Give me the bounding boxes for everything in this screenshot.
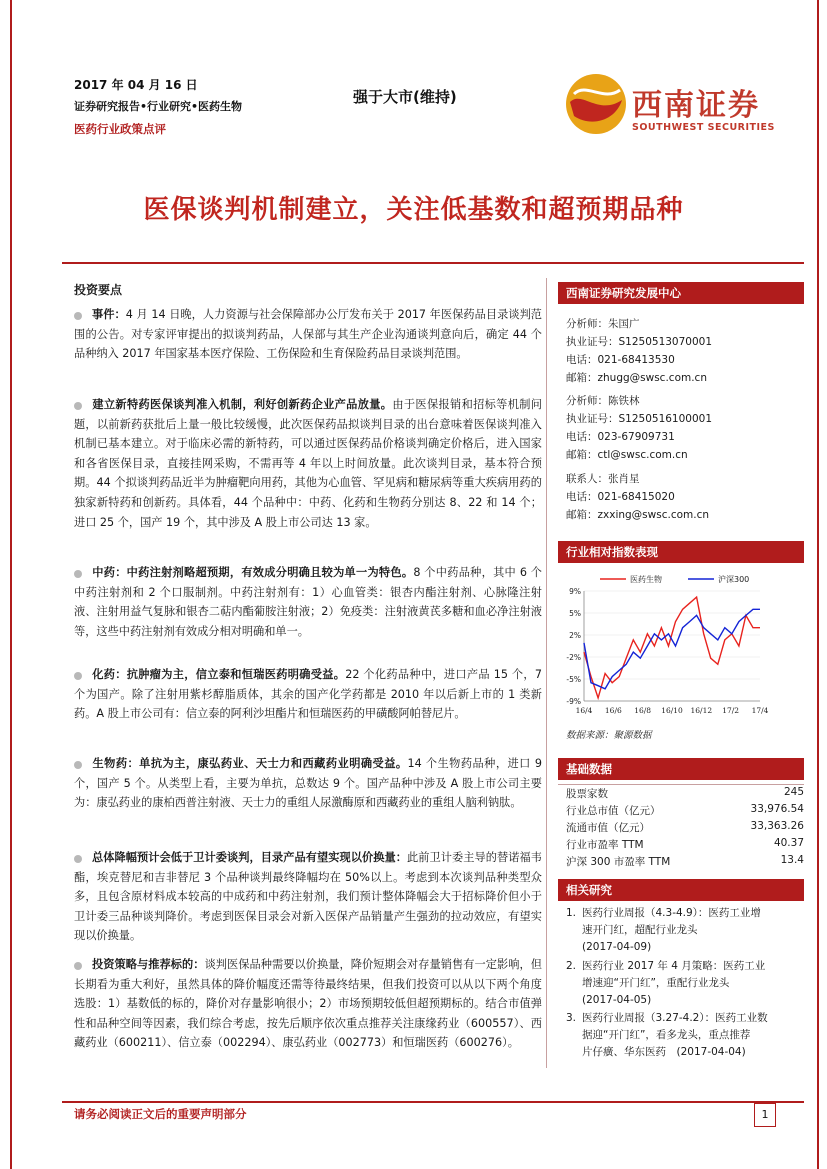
chart-series-line-hs300 xyxy=(584,609,760,689)
title-divider xyxy=(62,262,804,264)
paragraph-strategy: 投资策略与推荐标的：谈判医保品种需要以价换量，降价短期会对存量销售有一定影响，但长期看为重大利好，虽然具体的降价幅度还需等待最终结果，但我们投资可以从以下两个角度选股：1）基数低的标的，降价对存量影响很小；2）市场预期较低但超预期标的。结合市值弹性和品种空间等因素，我们综合考虑，按先后顺序依次重点推荐关注康缘药业（600557）、西藏药业（600211）、信立泰（002294）、康弘药业（002773）和恒瑞医药（600276）。 xyxy=(74,958,542,1050)
related-research-title: 相关研究 xyxy=(558,879,804,901)
paragraph-chemical: 化药：抗肿瘤为主，信立泰和恒瑞医药明确受益。22 个化药品种中，进口产品 15 个，7 个为国产。除了注射用紫杉醇脂质体，其余的国产化学药都是 2010 年以后新上市的 1 类新药。A 股上市公司有：信立泰的阿利沙坦酯片和恒瑞医药的甲磺酸阿帕替尼片。 xyxy=(74,668,542,721)
contact-phone: 电话：021-68415020 xyxy=(566,491,675,503)
chart-y-tick-label: 9% xyxy=(569,587,581,596)
analyst-2-phone: 电话：023-67909731 xyxy=(566,431,675,443)
paragraph-biologics: 生物药：单抗为主，康弘药业、天士力和西藏药业明确受益。14 个生物药品种，进口 9 个，国产 5 个。从类型上看，主要为单抗，总数达 9 个。国产品种中涉及 A 股上市公司主要为：康弘药业的康柏西普注射液、天士力的重组人尿激酶原和西藏药业的重组人脑利钠肽。 xyxy=(74,757,542,810)
column-divider xyxy=(546,278,547,1068)
chart-y-tick-label: 5% xyxy=(569,609,581,618)
paragraph-price-cut: 总体降幅预计会低于卫计委谈判，目录产品有望实现以价换量：此前卫计委主导的替诺福韦酯，埃克替尼和吉非替尼 3 个品种谈判最终降幅均在 50%以上。考虑到本次谈判品种类型众多，且包含原材料成本较高的中成药和中药注射剂，我们预计整体降幅会大于招标降价但小于卫计委三品种谈判降价。考虑到医保目录会对新入医保产品销量产生强劲的拉动效应，有望实现以价换量。 xyxy=(74,851,542,943)
analyst-2-license: 执业证号：S1250516100001 xyxy=(566,413,713,425)
brand-name-en: SOUTHWEST SECURITIES xyxy=(632,122,775,133)
basic-row-industry-pe: 行业市盈率 TTM 40.37 xyxy=(566,837,804,851)
paragraph-tcm: 中药：中药注射剂略超预期，有效成分明确且较为单一为特色。8 个中药品种，其中 6 个中药注射剂和 2 个口服制剂。中药注射剂有：1）心血管类：银杏内酯注射剂、心脉隆注射液、注射用益气复脉和银杏二萜内酯葡胺注射液；2）免疫类：注射液黄芪多糖和血必净注射液等，这些中药注射剂有效成分相对明确和单一。 xyxy=(74,566,543,638)
analyst-1-email[interactable]: 邮箱：zhugg@swsc.com.cn xyxy=(566,372,707,384)
analyst-2-name: 分析师：陈铁林 xyxy=(566,395,640,407)
footer-notice[interactable]: 请务必阅读正文后的重要声明部分 xyxy=(74,1107,247,1121)
analyst-1-name: 分析师：朱国广 xyxy=(566,318,640,330)
chart-x-tick-label: 16/4 xyxy=(575,706,593,715)
right-border-bar xyxy=(817,0,819,1169)
company-logo-icon xyxy=(564,72,628,136)
page-number: 1 xyxy=(754,1103,776,1127)
industry-rating: 强于大市(维持) xyxy=(353,88,457,106)
related-item[interactable]: 1. 医药行业周报（4.3-4.9）：医药工业增 速开门红，超配行业龙头 (2017-04-09) xyxy=(566,907,761,953)
report-date: 2017 年 04 月 16 日 xyxy=(74,78,198,92)
chart-x-tick-label: 16/12 xyxy=(690,706,713,715)
basic-row-stock-count: 股票家数 245 xyxy=(566,786,804,800)
chart-y-tick-label: -2% xyxy=(566,653,581,662)
chart-y-tick-label: 2% xyxy=(569,631,581,640)
research-center-title: 西南证券研究发展中心 xyxy=(558,282,804,304)
related-item[interactable]: 3. 医药行业周报（3.27-4.2）：医药工业数 据迎“开门红”，看多龙头，重点推荐 片仔癀、华东医药 (2017-04-04) xyxy=(566,1012,768,1058)
basic-row-float-cap: 流通市值（亿元） 33,363.26 xyxy=(566,820,804,834)
basic-data-divider xyxy=(558,784,804,785)
brand-name-cn: 西南证券 xyxy=(632,88,760,123)
paragraph-event: 事件：4 月 14 日晚，人力资源与社会保障部办公厅发布关于 2017 年医保药品目录谈判范围的公告。对专家评审提出的拟谈判药品，人保部与其生产企业沟通谈判意向后，确定 44 个品种纳入 2017 年国家基本医疗保险、工伤保险和生育保险药品目录谈判范围。 xyxy=(74,308,542,361)
section-title-investment-points: 投资要点 xyxy=(74,283,123,297)
chart-x-tick-label: 16/6 xyxy=(604,706,622,715)
chart-y-tick-label: -5% xyxy=(566,675,581,684)
chart-x-tick-label: 16/10 xyxy=(661,706,683,715)
chart-y-tick-label: -9% xyxy=(566,697,581,706)
basic-row-hs300-pe: 沪深 300 市盈率 TTM 13.4 xyxy=(566,854,804,868)
report-type: 证券研究报告•行业研究•医药生物 xyxy=(74,100,243,113)
chart-source: 数据来源：聚源数据 xyxy=(566,730,652,741)
chart-x-tick-label: 17/4 xyxy=(751,706,769,715)
analyst-1-license: 执业证号：S1250513070001 xyxy=(566,336,713,348)
report-subtype: 医药行业政策点评 xyxy=(74,122,166,136)
footer-divider xyxy=(62,1101,804,1103)
chart-x-tick-label: 17/2 xyxy=(722,706,740,715)
paragraph-negotiation: 建立新特药医保谈判准入机制，利好创新药企业产品放量。由于医保报销和招标等机制问题，以前新药获批后上量一般比较缓慢，此次医保药品拟谈判目录的出台意味着医保谈判准入机制已基本建立。对于临床必需的新特药，可以通过医保药品价格谈判确定价格后，进入国家和各省医保目录，直接挂网采购，不需再等 4 年以上时间放量。此次谈判目录，基本符合预期。44 个拟谈判药品近半为肿瘤靶向用药，其他为心血管、罕见病和糖尿病等重大疾病用药的独家新特药和创新药。具体看，44 个品种中：中药、化药和生物药分别达 8、22 和 14 个；进口 25 个，国产 19 个，其中涉及 A 股上市公司达 13 家。 xyxy=(74,398,542,529)
chart-x-tick-label: 16/8 xyxy=(634,706,652,715)
related-item[interactable]: 2. 医药行业 2017 年 4 月策略：医药工业 增速迎“开门红”，重配行业龙头 (2017-04-05) xyxy=(566,960,766,1006)
chart-series-line-pharma xyxy=(584,597,760,698)
index-chart-title: 行业相对指数表现 xyxy=(558,541,804,563)
relative-index-chart xyxy=(560,573,804,721)
analyst-2-email[interactable]: 邮箱：ctl@swsc.com.cn xyxy=(566,449,688,461)
basic-data-title: 基础数据 xyxy=(558,758,804,780)
report-title: 医保谈判机制建立，关注低基数和超预期品种 xyxy=(143,195,684,225)
chart-legend-label: 医药生物 xyxy=(630,575,662,584)
chart-legend-label: 沪深300 xyxy=(718,575,750,584)
basic-row-total-cap: 行业总市值（亿元） 33,976.54 xyxy=(566,803,804,817)
contact-name: 联系人：张肖星 xyxy=(566,473,640,485)
analyst-1-phone: 电话：021-68413530 xyxy=(566,354,675,366)
left-border-bar xyxy=(10,0,12,1169)
contact-email[interactable]: 邮箱：zxxing@swsc.com.cn xyxy=(566,509,710,521)
